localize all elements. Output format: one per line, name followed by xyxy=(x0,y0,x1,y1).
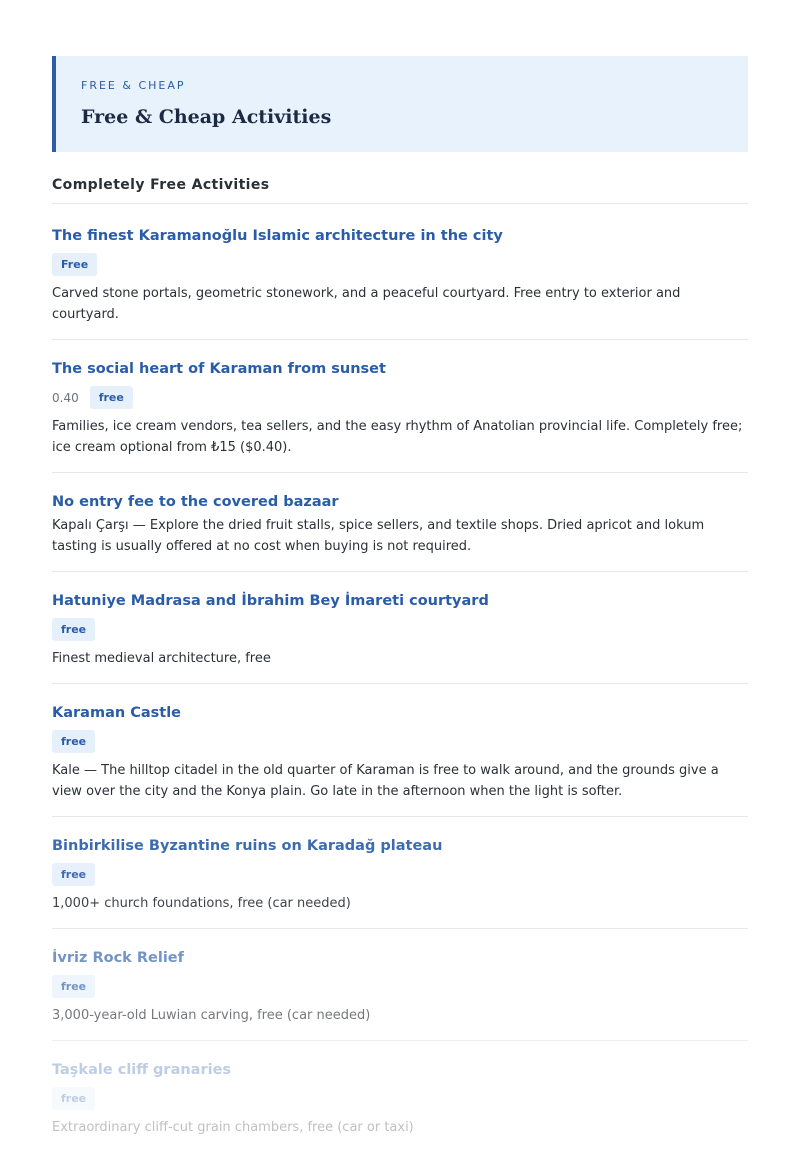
activity-description: Finest medieval architecture, free xyxy=(52,651,271,666)
activity-description: 1,000+ church foundations, free (car needed) xyxy=(52,896,351,911)
activity-list xyxy=(52,204,748,1152)
activity-meta xyxy=(52,975,748,998)
activity-meta xyxy=(52,253,748,276)
activity-title[interactable]: The finest Karamanoğlu Islamic architecture in the city xyxy=(52,228,503,244)
price-badge: free xyxy=(52,863,95,886)
banner-eyebrow: FREE & CHEAP xyxy=(81,79,186,92)
activity-title[interactable]: İvriz Rock Relief xyxy=(52,950,184,966)
price-badge: free xyxy=(90,386,133,409)
activity-item xyxy=(52,817,748,929)
price-badge: free xyxy=(52,975,95,998)
activity-item xyxy=(52,204,748,340)
activity-item xyxy=(52,473,748,572)
activity-description: Kapalı Çarşı — Explore the dried fruit stalls, spice sellers, and textile shops. Dried apricot and lokum tasting is usually offered at no cost when buying is not required. xyxy=(52,518,705,554)
activity-description: Extraordinary cliff-cut grain chambers, free (car or taxi) xyxy=(52,1120,414,1135)
activities-page xyxy=(52,56,748,1152)
price-badge: free xyxy=(52,730,95,753)
banner-title: Free & Cheap Activities xyxy=(81,106,332,128)
activity-item xyxy=(52,929,748,1041)
activity-title[interactable]: Taşkale cliff granaries xyxy=(52,1062,232,1078)
activity-item xyxy=(52,340,748,473)
activity-title[interactable]: Hatuniye Madrasa and İbrahim Bey İmareti courtyard xyxy=(52,593,489,609)
activity-item xyxy=(52,572,748,684)
activity-title[interactable]: Karaman Castle xyxy=(52,705,182,721)
activity-meta xyxy=(52,863,748,886)
price-value: 0.40 xyxy=(52,390,79,405)
activity-description: 3,000-year-old Luwian carving, free (car needed) xyxy=(52,1008,371,1023)
activity-meta xyxy=(52,730,748,753)
activity-meta xyxy=(52,618,748,641)
activity-description: Carved stone portals, geometric stonework, and a peaceful courtyard. Free entry to exterior and courtyard. xyxy=(52,286,681,322)
activity-title[interactable]: No entry fee to the covered bazaar xyxy=(52,494,339,510)
price-badge: Free xyxy=(52,253,97,276)
section-banner xyxy=(52,56,748,152)
activity-meta xyxy=(52,1087,748,1110)
price-badge: free xyxy=(52,1087,95,1110)
price-badge: free xyxy=(52,618,95,641)
activity-title[interactable]: The social heart of Karaman from sunset xyxy=(52,361,386,377)
activity-title[interactable]: Binbirkilise Byzantine ruins on Karadağ plateau xyxy=(52,838,443,854)
activity-description: Kale — The hilltop citadel in the old quarter of Karaman is free to walk around, and the grounds give a view over the city and the Konya plain. Go late in the afternoon when the light is softer. xyxy=(52,763,719,799)
activity-description: Families, ice cream vendors, tea sellers, and the easy rhythm of Anatolian provincial life. Completely free; ice cream optional from ₺15 ($0.40). xyxy=(52,419,743,455)
activity-item xyxy=(52,684,748,817)
section-heading: Completely Free Activities xyxy=(52,176,748,204)
activity-meta xyxy=(52,386,748,409)
activity-item xyxy=(52,1041,748,1152)
